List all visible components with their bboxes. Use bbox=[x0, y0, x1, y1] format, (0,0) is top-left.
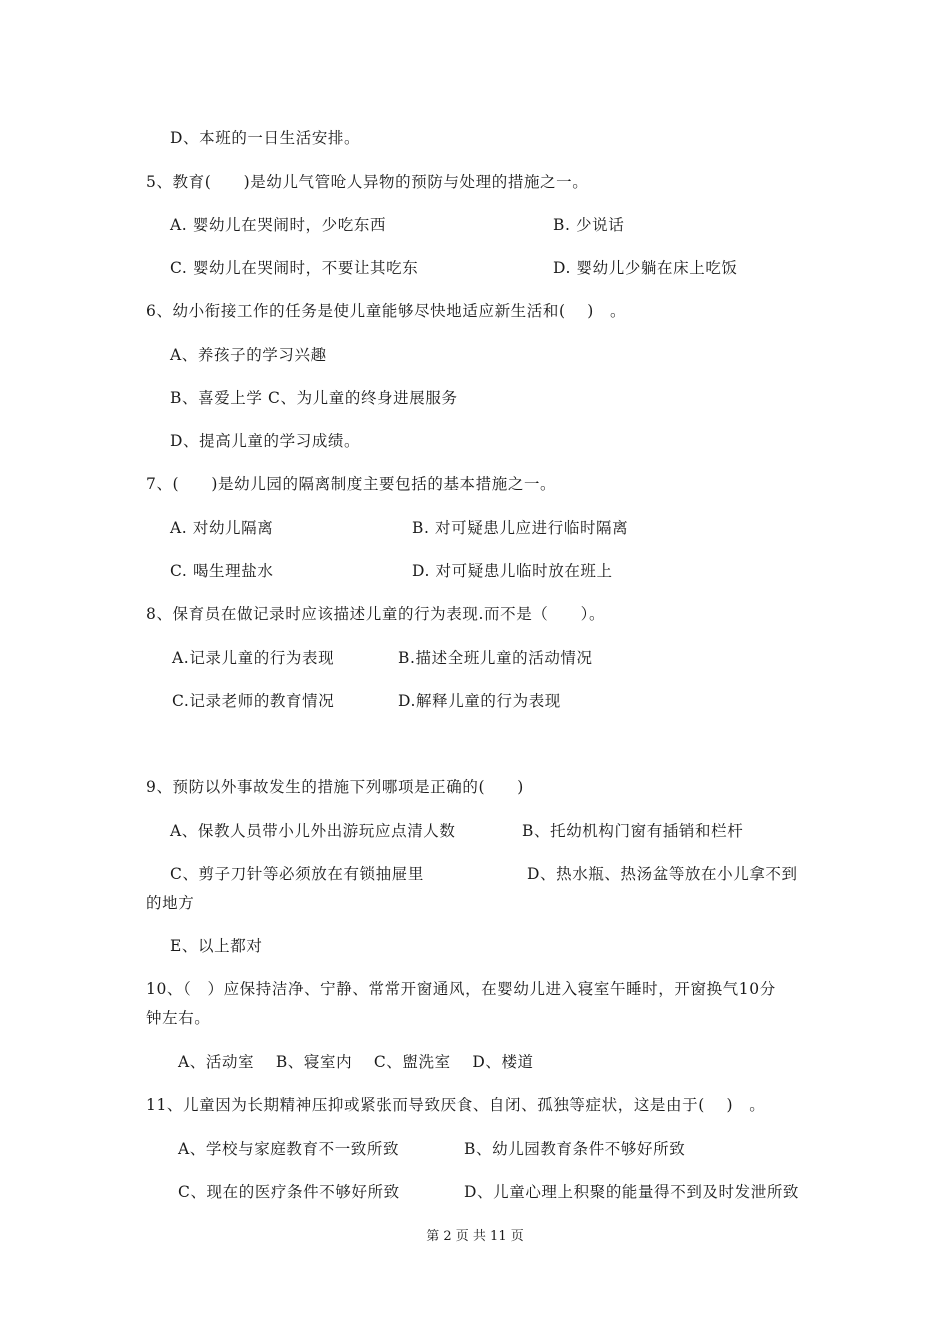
question-7-option-c: C. 喝生理盐水 bbox=[170, 562, 274, 580]
question-4-option-d: D、本班的一日生活安排。 bbox=[170, 129, 361, 147]
question-11-option-b: B、幼儿园教育条件不够好所致 bbox=[464, 1140, 686, 1158]
question-10-stem: 10、（ ）应保持洁净、宁静、常常开窗通风，在婴幼儿进入寝室午睡时，开窗换气10分 bbox=[146, 980, 776, 998]
question-7-option-a: A. 对幼儿隔离 bbox=[170, 519, 274, 537]
question-10-options: A、活动室 B、寝室内 C、盥洗室 D、楼道 bbox=[178, 1053, 534, 1071]
question-9-option-d: D、热水瓶、热汤盆等放在小儿拿不到 bbox=[527, 865, 798, 883]
question-8-option-c: C.记录老师的教育情况 bbox=[172, 692, 335, 710]
question-8-option-d: D.解释儿童的行为表现 bbox=[398, 692, 561, 710]
question-7-option-b: B. 对可疑患儿应进行临时隔离 bbox=[412, 519, 629, 537]
question-11-stem: 11、儿童因为长期精神压抑或紧张而导致厌食、自闭、孤独等症状，这是由于( ) 。 bbox=[146, 1096, 766, 1114]
question-8-stem: 8、保育员在做记录时应该描述儿童的行为表现.而不是（ ）。 bbox=[146, 605, 606, 623]
question-5-option-a: A. 婴幼儿在哭闹时，少吃东西 bbox=[170, 216, 387, 234]
question-10-stem-continued: 钟左右。 bbox=[146, 1009, 211, 1027]
question-7-stem: 7、( )是幼儿园的隔离制度主要包括的基本措施之一。 bbox=[146, 475, 557, 493]
question-9-option-d-continued: 的地方 bbox=[146, 894, 195, 912]
question-6-option-d: D、提高儿童的学习成绩。 bbox=[170, 432, 361, 450]
question-5-option-d: D. 婴幼儿少躺在床上吃饭 bbox=[553, 259, 738, 277]
question-11-option-d: D、儿童心理上积聚的能量得不到及时发泄所致 bbox=[464, 1183, 800, 1201]
question-5-option-c: C. 婴幼儿在哭闹时，不要让其吃东 bbox=[170, 259, 419, 277]
question-6-option-bc: B、喜爱上学 C、为儿童的终身进展服务 bbox=[170, 389, 458, 407]
question-9-option-b: B、托幼机构门窗有插销和栏杆 bbox=[522, 822, 744, 840]
question-8-option-a: A.记录儿童的行为表现 bbox=[172, 649, 335, 667]
question-11-option-c: C、现在的医疗条件不够好所致 bbox=[178, 1183, 400, 1201]
question-8-option-b: B.描述全班儿童的活动情况 bbox=[398, 649, 593, 667]
question-6-option-a: A、养孩子的学习兴趣 bbox=[170, 346, 327, 364]
question-7-option-d: D. 对可疑患儿临时放在班上 bbox=[412, 562, 613, 580]
question-11-option-a: A、学校与家庭教育不一致所致 bbox=[178, 1140, 400, 1158]
question-6-stem: 6、幼小衔接工作的任务是使儿童能够尽快地适应新生活和( ) 。 bbox=[146, 302, 627, 320]
question-9-option-c: C、剪子刀针等必须放在有锁抽屉里 bbox=[170, 865, 424, 883]
question-9-option-a: A、保教人员带小儿外出游玩应点清人数 bbox=[170, 822, 456, 840]
question-9-option-e: E、以上都对 bbox=[170, 937, 263, 955]
page-footer: 第 2 页 共 11 页 bbox=[426, 1229, 524, 1244]
question-9-stem: 9、预防以外事故发生的措施下列哪项是正确的( ) bbox=[146, 778, 524, 796]
question-5-option-b: B. 少说话 bbox=[553, 216, 625, 234]
question-5-stem: 5、教育( )是幼儿气管呛人异物的预防与处理的措施之一。 bbox=[146, 173, 589, 191]
